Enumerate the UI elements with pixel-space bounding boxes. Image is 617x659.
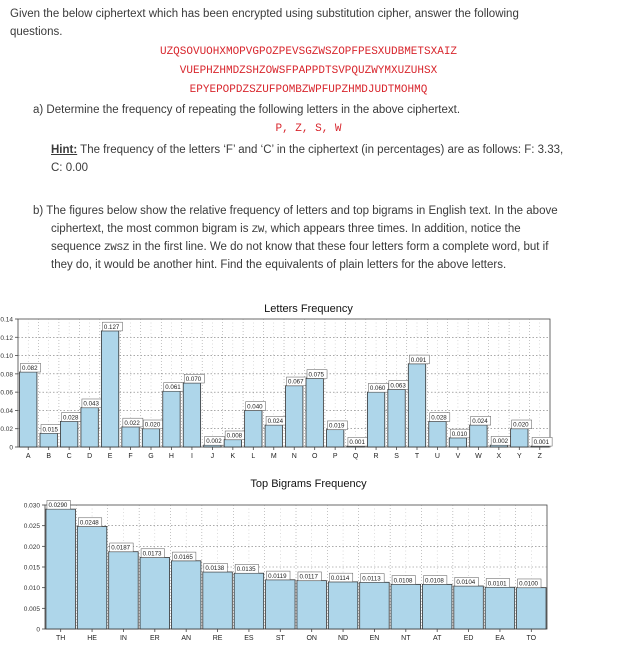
- letters-xtick-label: N: [291, 453, 297, 460]
- intro-line-2: questions.: [10, 26, 63, 38]
- letters-xtick-label: R: [373, 453, 379, 460]
- letters-value-label: 0.067: [288, 378, 304, 386]
- bigrams-value-label: 0.0135: [236, 566, 256, 574]
- bigrams-ytick-label: 0.025: [23, 523, 40, 531]
- letters-xtick-label: S: [394, 453, 399, 460]
- bigrams-bar-ea: [485, 587, 514, 629]
- bigrams-bar-at: [422, 584, 451, 629]
- letters-bar-h: [163, 391, 180, 447]
- letters-ytick-label: 0: [9, 444, 13, 452]
- letters-ytick-label: 0.04: [0, 407, 13, 415]
- letters-value-label: 0.002: [206, 438, 222, 446]
- letters-value-label: 0.024: [267, 418, 284, 426]
- letters-bar-x: [490, 445, 507, 447]
- letters-value-label: 0.022: [124, 419, 140, 427]
- bigrams-value-label: 0.0114: [330, 574, 350, 582]
- part-a-hint: [51, 142, 606, 159]
- letters-chart-title: Letters Frequency: [264, 303, 353, 315]
- letters-xtick-label: F: [128, 453, 133, 460]
- letters-bar-o: [306, 378, 323, 447]
- bigrams-ytick-label: 0: [36, 626, 40, 634]
- letters-value-label: 0.127: [103, 323, 120, 331]
- letters-value-label: 0.020: [513, 421, 529, 429]
- bigrams-value-label: 0.0187: [111, 544, 131, 552]
- bigrams-ytick-label: 0.015: [23, 564, 40, 572]
- letters-xtick-label: Y: [516, 453, 522, 460]
- bigrams-bar-nt: [391, 584, 420, 629]
- letters-xtick-label: T: [414, 453, 420, 460]
- letters-bar-t: [408, 364, 425, 447]
- letters-bar-v: [449, 438, 466, 447]
- letters-xtick-label: G: [148, 453, 154, 460]
- bigrams-ytick-label: 0.005: [23, 605, 40, 613]
- bigrams-bar-ed: [454, 586, 483, 629]
- bigrams-xtick-label: EN: [369, 635, 380, 642]
- letters-xtick-label: X: [496, 453, 502, 460]
- bigrams-value-label: 0.0104: [456, 579, 476, 587]
- letters-value-label: 0.091: [410, 356, 427, 364]
- letters-xtick-label: K: [230, 453, 236, 460]
- bigrams-bar-on: [297, 581, 326, 629]
- bigrams-xtick-label: ED: [463, 635, 474, 642]
- bigrams-bar-in: [109, 552, 138, 629]
- hint-text: The frequency of the letters ‘F’ and ‘C’ in the ciphertext (in percentages) are as follows: F: 3.33,: [77, 144, 564, 156]
- letters-value-label: 0.019: [328, 422, 345, 430]
- letters-bar-c: [60, 421, 77, 447]
- bigram-code: ZW: [251, 224, 265, 236]
- part-a-question: a) Determine the frequency of repeating the following letters in the above ciphertext.: [33, 104, 461, 116]
- part-b-line-2a: ciphertext, the most common bigram is: [51, 223, 252, 235]
- bigrams-bar-he: [77, 526, 106, 629]
- letters-bar-i: [183, 383, 200, 447]
- letters-bar-y: [511, 429, 528, 447]
- bigrams-bar-re: [203, 572, 232, 629]
- bigrams-xtick-label: RE: [212, 635, 223, 642]
- letters-xtick-label: E: [107, 453, 113, 460]
- bigrams-value-label: 0.0113: [362, 575, 381, 583]
- letters-bar-e: [101, 331, 118, 447]
- letters-ytick-label: 0.08: [0, 371, 13, 379]
- letters-bar-s: [388, 389, 405, 447]
- letters-bar-d: [81, 408, 98, 447]
- bigrams-ytick-label: 0.020: [23, 543, 40, 551]
- bigrams-bar-en: [360, 582, 389, 629]
- letters-xtick-label: Z: [537, 453, 542, 460]
- letters-bar-l: [245, 410, 262, 447]
- bigrams-chart-title: Top Bigrams Frequency: [250, 478, 367, 490]
- letters-ytick-label: 0.12: [0, 334, 13, 342]
- bigrams-xtick-label: ES: [244, 635, 254, 642]
- part-b-line-3b: in the first line. We do not know that these four letters form a complete word, but if: [129, 241, 549, 253]
- letters-bar-b: [40, 433, 57, 447]
- bigrams-xtick-label: ST: [275, 635, 285, 642]
- bigrams-xtick-label: TO: [526, 635, 537, 642]
- letters-xtick-label: P: [332, 453, 338, 460]
- part-b-line-2: [51, 221, 521, 239]
- bigrams-value-label: 0.0117: [299, 573, 318, 581]
- part-a-letters: P, Z, S, W: [275, 123, 342, 135]
- letters-bar-n: [286, 386, 303, 447]
- letters-ytick-label: 0.14: [0, 316, 13, 324]
- part-b-line-1: b) The figures below show the relative frequency of letters and top bigrams in English text. In the above: [33, 205, 558, 217]
- bigrams-value-label: 0.0119: [268, 572, 287, 580]
- letters-xtick-label: W: [475, 453, 482, 460]
- letters-xtick-label: A: [25, 453, 31, 460]
- letters-value-label: 0.028: [62, 414, 79, 422]
- letters-xtick-label: C: [66, 453, 72, 460]
- letters-bar-a: [20, 372, 37, 447]
- letters-bar-r: [367, 392, 384, 447]
- part-b-line-4: they do, it would be another hint. Find the equivalents of plain letters for the above letters.: [51, 259, 507, 271]
- bigrams-bar-st: [266, 580, 295, 629]
- letters-value-label: 0.040: [247, 403, 263, 411]
- letters-bar-m: [265, 425, 282, 447]
- letters-value-label: 0.008: [226, 432, 243, 440]
- letters-value-label: 0.002: [492, 438, 509, 446]
- hint-label: Hint:: [51, 144, 78, 156]
- letters-xtick-label: H: [168, 453, 174, 460]
- bigrams-bar-nd: [328, 582, 357, 629]
- bigrams-frequency-chart: [0, 495, 617, 655]
- ciphertext-line-1: UZQSOVUOHXMOPVGPOZPEVSGZWSZOPFPESXUDBMETSXAIZ: [159, 46, 458, 58]
- letters-bar-k: [224, 440, 241, 447]
- bigrams-bar-er: [140, 557, 169, 629]
- letters-value-label: 0.015: [42, 426, 58, 434]
- bigrams-xtick-label: IN: [119, 635, 127, 642]
- letters-bar-j: [204, 445, 221, 447]
- letters-value-label: 0.010: [451, 430, 468, 438]
- intro-line-1: Given the below ciphertext which has been encrypted using substitution cipher, answer the following: [10, 8, 519, 20]
- letters-value-label: 0.001: [349, 439, 365, 447]
- bigrams-xtick-label: AN: [181, 635, 192, 642]
- letters-xtick-label: Q: [352, 453, 359, 460]
- letters-bar-g: [142, 429, 159, 447]
- letters-value-label: 0.020: [144, 421, 161, 429]
- letters-value-label: 0.024: [472, 418, 488, 426]
- letters-ytick-label: 0.10: [0, 353, 13, 361]
- bigrams-bar-an: [171, 561, 200, 629]
- letters-xtick-label: B: [46, 453, 52, 460]
- bigrams-xtick-label: AT: [432, 635, 442, 642]
- letters-xtick-label: U: [434, 453, 440, 460]
- bigrams-xtick-label: ON: [306, 635, 317, 642]
- letters-xtick-label: J: [210, 453, 215, 460]
- letters-xtick-label: I: [190, 453, 193, 460]
- bigrams-value-label: 0.0290: [48, 502, 68, 510]
- letters-value-label: 0.001: [533, 439, 550, 447]
- bigrams-value-label: 0.0108: [424, 577, 444, 585]
- bigrams-value-label: 0.0173: [142, 550, 162, 558]
- letters-bar-f: [122, 427, 139, 447]
- letters-value-label: 0.043: [83, 400, 99, 408]
- letters-value-label: 0.070: [185, 376, 202, 383]
- letters-bar-p: [326, 430, 343, 447]
- bigrams-ytick-label: 0.010: [23, 585, 40, 593]
- letters-value-label: 0.028: [431, 414, 447, 422]
- bigrams-xtick-label: TH: [56, 635, 66, 642]
- letters-xtick-label: O: [311, 453, 318, 460]
- bigrams-xtick-label: HE: [87, 635, 97, 642]
- bigrams-xtick-label: EA: [495, 635, 505, 642]
- letters-bar-w: [470, 425, 487, 447]
- letters-ytick-label: 0.06: [0, 389, 13, 397]
- bigrams-bar-to: [517, 588, 546, 629]
- letters-value-label: 0.060: [369, 385, 386, 393]
- bigrams-value-label: 0.0248: [79, 519, 99, 527]
- bigrams-xtick-label: ND: [338, 635, 349, 642]
- letters-xtick-label: V: [455, 453, 461, 460]
- letters-value-label: 0.075: [308, 371, 324, 379]
- bigrams-bar-es: [234, 573, 263, 629]
- letters-value-label: 0.082: [22, 365, 38, 373]
- part-a-hint-line-2: C: 0.00: [51, 162, 89, 174]
- letters-xtick-label: M: [270, 453, 277, 460]
- letters-xtick-label: L: [251, 453, 256, 460]
- bigrams-value-label: 0.0138: [205, 564, 225, 572]
- ciphertext-line-2: VUEPHZHMDZSHZOWSFPAPPDTSVPQUZWYMXUZUHSX: [179, 65, 438, 77]
- sequence-code: ZWSZ: [104, 242, 130, 254]
- letters-xtick-label: D: [87, 453, 93, 460]
- part-b-line-3: [51, 239, 548, 257]
- bigrams-xtick-label: NT: [401, 635, 411, 642]
- letters-ytick-label: 0.02: [0, 426, 13, 434]
- ciphertext-line-3: EPYEPOPDZSZUFPOMBZWPFUPZHMDJUDTMOHMQ: [189, 84, 428, 96]
- letters-bar-u: [429, 421, 446, 447]
- bigrams-bar-th: [46, 509, 75, 629]
- letters-frequency-chart: [0, 312, 617, 468]
- letters-value-label: 0.061: [165, 384, 181, 392]
- part-b-line-2b: , which appears three times. In addition, notice the: [264, 223, 521, 235]
- bigrams-value-label: 0.0100: [519, 580, 539, 588]
- part-b-line-3a: sequence: [51, 241, 105, 253]
- bigrams-value-label: 0.0108: [393, 577, 413, 585]
- letters-value-label: 0.063: [390, 382, 406, 390]
- bigrams-xtick-label: ER: [149, 635, 160, 642]
- bigrams-value-label: 0.0101: [487, 580, 507, 588]
- bigrams-ytick-label: 0.030: [23, 502, 40, 510]
- bigrams-value-label: 0.0165: [173, 553, 193, 561]
